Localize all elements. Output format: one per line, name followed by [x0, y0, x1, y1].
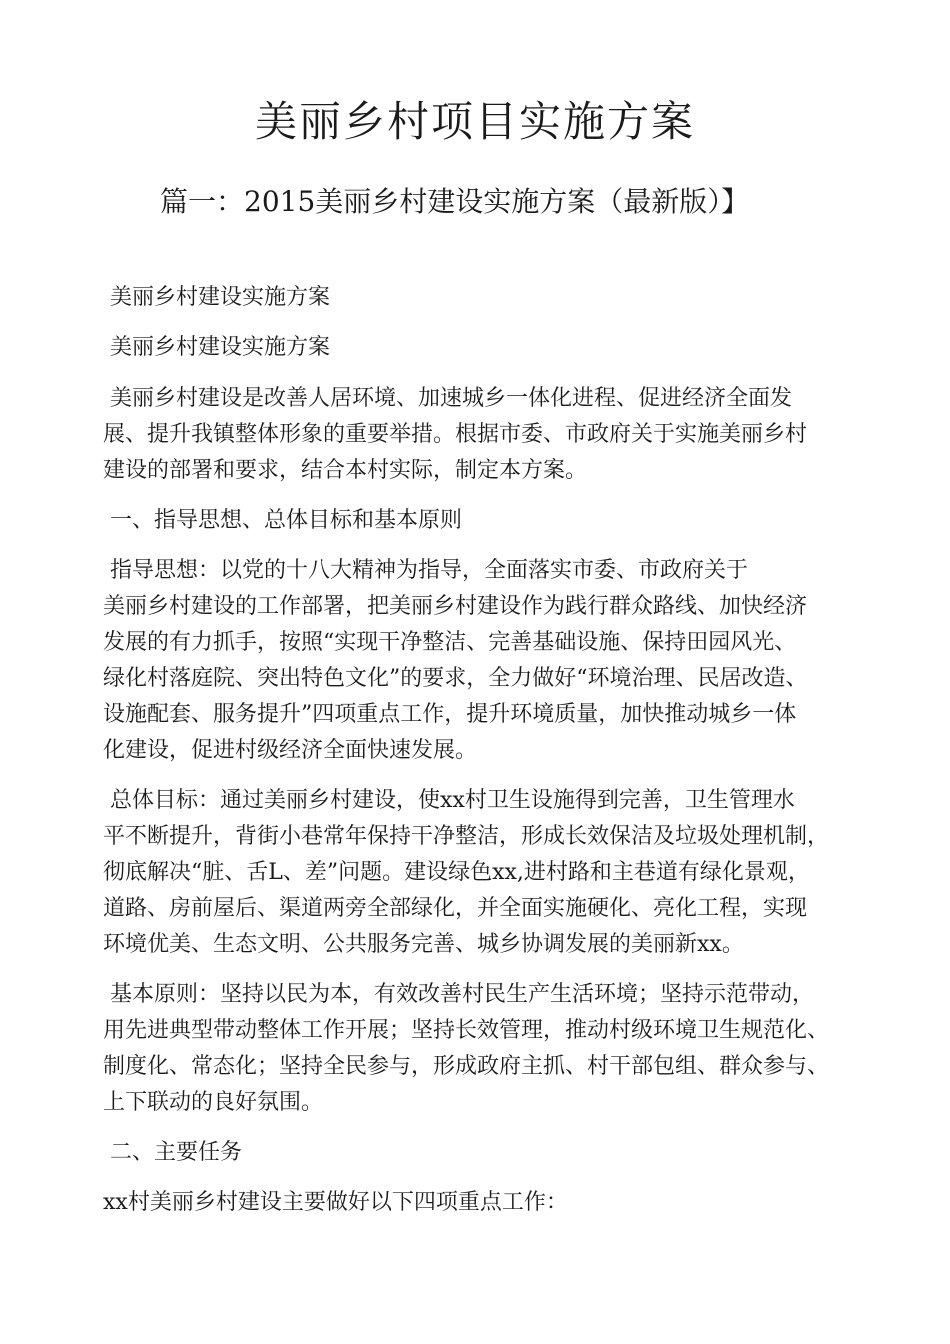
- heading-line: 美丽乡村建设实施方案: [110, 285, 331, 310]
- paragraph-line: 美丽乡村建设是改善人居环境、加速城乡一体化进程、促进经济全面发: [110, 386, 793, 411]
- paragraph-line: 绿化村落庭院、突出特色文化”的要求，全力做好“环境治理、民居改造、: [103, 666, 808, 691]
- paragraph-line: 道路、房前屋后、渠道两旁全部绿化，并全面实施硬化、亮化工程，实现: [103, 896, 808, 921]
- paragraph-line: 化建设，促进村级经济全面快速发展。: [103, 738, 478, 763]
- paragraph-line: 用先进典型带动整体工作开展；坚持长效管理，推动村级环境卫生规范化、: [103, 1018, 830, 1043]
- paragraph-line: xx村美丽乡村建设主要做好以下四项重点工作：: [103, 1190, 568, 1215]
- paragraph-line: 平不断提升，背街小巷常年保持干净整洁，形成长效保洁及垃圾处理机制，: [103, 824, 830, 849]
- section-heading: 一、指导思想、总体目标和基本原则: [110, 508, 463, 533]
- paragraph-line: 设施配套、服务提升”四项重点工作，提升环境质量，加快推动城乡一体: [103, 702, 797, 727]
- paragraph-line: 总体目标：通过美丽乡村建设，使xx村卫生设施得到完善，卫生管理水: [110, 788, 795, 813]
- paragraph-line: 上下联动的良好氛围。: [103, 1090, 324, 1115]
- paragraph-line: 发展的有力抓手，按照“实现干净整洁、完善基础设施、保持田园风光、: [103, 630, 797, 655]
- section-heading: 二、主要任务: [110, 1140, 243, 1165]
- heading-line: 美丽乡村建设实施方案: [110, 335, 331, 360]
- paragraph-line: 环境优美、生态文明、公共服务完善、城乡协调发展的美丽新xx。: [103, 932, 744, 957]
- paragraph-line: 指导思想：以党的十八大精神为指导，全面落实市委、市政府关于: [110, 558, 749, 583]
- paragraph-line: 基本原则：坚持以民为本，有效改善村民生产生活环境；坚持示范带动，: [110, 982, 815, 1007]
- paragraph-line: 建设的部署和要求，结合本村实际，制定本方案。: [103, 458, 588, 483]
- paragraph-line: 美丽乡村建设的工作部署，把美丽乡村建设作为践行群众路线、加快经济: [103, 594, 808, 619]
- document-subtitle: 篇一：2015美丽乡村建设实施方案（最新版）】: [160, 185, 750, 218]
- document-title: 美丽乡村项目实施方案: [254, 97, 695, 146]
- paragraph-line: 制度化、常态化；坚持全民参与，形成政府主抓、村干部包组、群众参与、: [103, 1054, 830, 1079]
- paragraph-line: 展、提升我镇整体形象的重要举措。根据市委、市政府关于实施美丽乡村: [103, 422, 808, 447]
- paragraph-line: 彻底解决“脏、舌L、差”问题。建设绿色xx,进村路和主巷道有绿化景观，: [103, 860, 810, 885]
